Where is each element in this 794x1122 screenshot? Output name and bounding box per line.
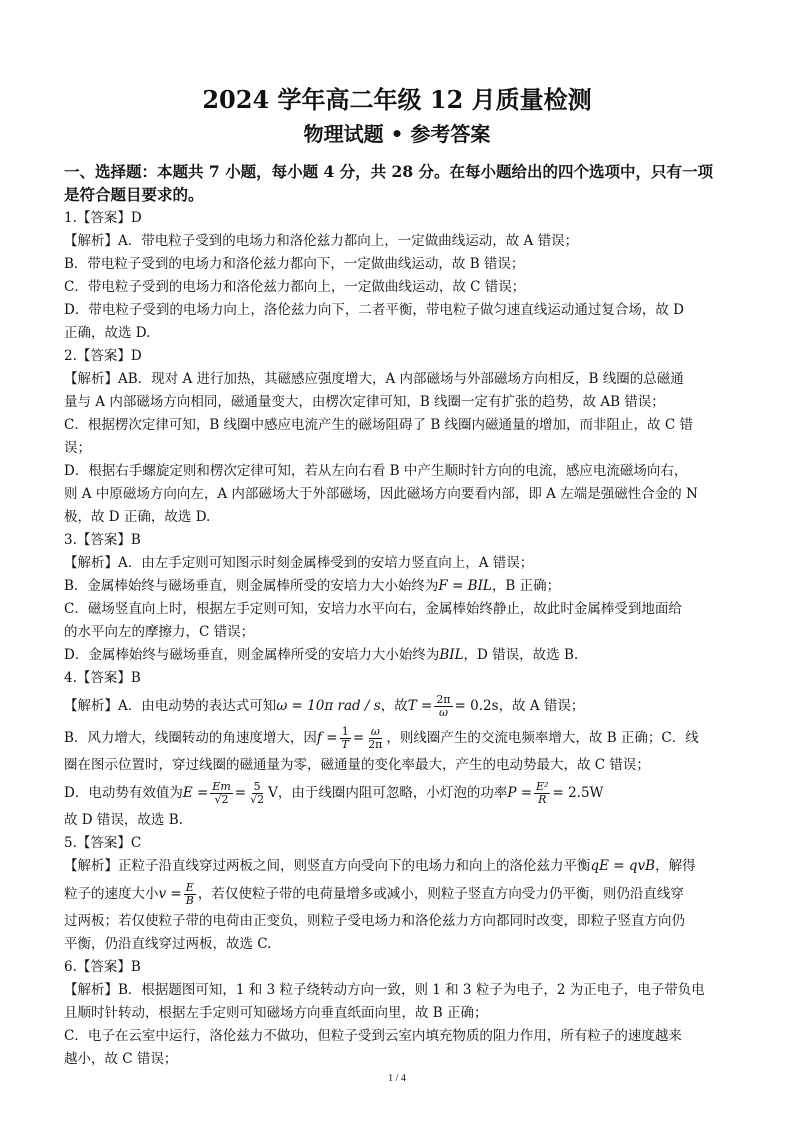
page-number: 1 / 4 bbox=[388, 1073, 406, 1084]
text-run: ，D 错误，故选 B. bbox=[463, 647, 579, 663]
fraction: $\frac{1}{T}$ bbox=[341, 725, 349, 751]
formula: = bbox=[352, 730, 365, 746]
page-subtitle: 物理试题 • 参考答案 bbox=[303, 122, 491, 146]
answer-content bbox=[64, 207, 732, 1071]
text-run: 【解析】正粒子沿直线穿过两板之间，则竖直方向受向下的电场力和向上的洛伦兹力平衡 bbox=[64, 858, 591, 874]
q4-explanation-line: 圈在图示位置时，穿过线圈的磁通量为零，磁通量的变化率最大，产生的电动势最大，故 C 错误； bbox=[64, 757, 650, 773]
q4-explanation-line bbox=[64, 777, 732, 809]
formula: BIL bbox=[439, 647, 464, 663]
q3-answer: 3.【答案】B bbox=[64, 532, 141, 548]
q3-explanation-line: 【解析】A．由左手定则可知图示时刻金属棒受到的安培力竖直向上，A 错误； bbox=[64, 555, 534, 571]
fraction: $\frac{Em}{√2}$ bbox=[212, 780, 231, 806]
text-run: D．金属棒始终与磁场垂直，则金属棒所受的安培力大小始终为 bbox=[64, 647, 440, 663]
q4-explanation-line: 故 D 错误，故选 B. bbox=[64, 812, 183, 828]
text-run: ，若仅使粒子带的电荷量增多或减小，则粒子竖直方向受力仍平衡，则仍沿直线穿 bbox=[197, 886, 684, 902]
q5-answer: 5.【答案】C bbox=[64, 835, 142, 851]
formula: T = bbox=[407, 698, 433, 714]
q2-explanation-line: 【解析】AB．现对 A 进行加热，其磁感应强度增大，A 内部磁场与外部磁场方向相反，B 线圈的总磁通 bbox=[64, 371, 684, 387]
formula: v = bbox=[158, 886, 182, 902]
formula: = 0.2s bbox=[454, 698, 499, 714]
q3-explanation-line bbox=[64, 575, 732, 598]
text-run: D．电动势有效值为 bbox=[64, 785, 183, 801]
q5-explanation-line: 过两板；若仅使粒子带的电荷由正变负，则粒子受电场力和洛伦兹力方向都同时改变，即粒子竖直方向仍 bbox=[64, 913, 685, 929]
q2-explanation-line: 则 A 中原磁场方向向左，A 内部磁场大于外部磁场，因此磁场方向要看内部，即 A 左端是强磁性合金的 N bbox=[64, 486, 698, 502]
q2-explanation-line: 误； bbox=[64, 440, 91, 456]
page-title: 2024 学年高二年级 12 月质量检测 bbox=[202, 85, 592, 114]
q6-explanation-line: C．电子在云室中运行，洛伦兹力不做功，但粒子受到云室内填充物质的阻力作用，所有粒子的速度越来 bbox=[64, 1028, 682, 1044]
formula: f = bbox=[316, 730, 338, 746]
q5-explanation-line bbox=[64, 878, 732, 910]
fraction: $\frac{\omega}{2\pi}$ bbox=[368, 725, 383, 751]
formula: = 2.5W bbox=[552, 785, 604, 801]
text-run: ，故 bbox=[380, 698, 408, 714]
q2-answer: 2.【答案】D bbox=[64, 348, 142, 364]
q1-explanation-line: D．带电粒子受到的电场力向上，洛伦兹力向下，二者平衡，带电粒子做匀速直线运动通过复合场，故 D bbox=[64, 302, 684, 318]
section-heading-line: 是符合题目要求的。 bbox=[64, 185, 204, 204]
text-run: ，则线圈产生的交流电频率增大，故 B 正确；C．线 bbox=[386, 730, 699, 746]
q3-explanation-line bbox=[64, 644, 732, 667]
text-run: B．金属棒始终与磁场垂直，则金属棒所受的安培力大小始终为 bbox=[64, 578, 439, 594]
q1-explanation-line: 正确，故选 D. bbox=[64, 325, 151, 341]
q6-explanation-line: 且顺时针转动，根据左手定则可知磁场方向垂直纸面向里，故 B 正确； bbox=[64, 1005, 488, 1021]
text-run: 【解析】A．由电动势的表达式可知 bbox=[64, 698, 277, 714]
q5-explanation-line bbox=[64, 855, 732, 878]
fraction: $\frac{5}{√2}$ bbox=[250, 780, 265, 806]
formula: ω = 10π rad / s bbox=[276, 698, 381, 714]
fraction: $\frac{\text{E²}}{R}$ bbox=[536, 780, 549, 806]
q2-explanation-line: 量与 A 内部磁场方向相同，磁通量变大，由楞次定律可知，B 线圈一定有扩张的趋势，故 AB 错误； bbox=[64, 394, 665, 410]
q1-explanation-line: C．带电粒子受到的电场力和洛伦兹力都向上，一定做曲线运动，故 C 错误； bbox=[64, 279, 526, 295]
q1-explanation-line: 【解析】A．带电粒子受到的电场力和洛伦兹力都向上，一定做曲线运动，故 A 错误； bbox=[64, 233, 579, 249]
text-run: ，由于线圈内阻可忽略，小灯泡的功率 bbox=[277, 785, 508, 801]
formula: V bbox=[268, 785, 278, 801]
text-run: ，故 A 错误； bbox=[498, 698, 585, 714]
text-run: ，解得 bbox=[655, 858, 696, 874]
formula: F = BIL bbox=[438, 578, 492, 594]
text-run: B．风力增大，线圈转动的角速度增大，因 bbox=[64, 730, 317, 746]
fraction: $\frac{E}{B}$ bbox=[185, 881, 194, 907]
formula: qE = qvB bbox=[590, 858, 656, 874]
formula: P = bbox=[507, 785, 533, 801]
q2-explanation-line: 极，故 D 正确，故选 D. bbox=[64, 509, 211, 525]
q1-explanation-line: B．带电粒子受到的电场力和洛伦兹力都向下，一定做曲线运动，故 B 错误； bbox=[64, 256, 525, 272]
text-run: ，B 正确； bbox=[491, 578, 561, 594]
formula: E = bbox=[182, 785, 209, 801]
q3-explanation-line: 的水平向左的摩擦力，C 错误； bbox=[64, 624, 255, 640]
q5-explanation-line: 平衡，仍沿直线穿过两板，故选 C. bbox=[64, 936, 272, 952]
formula: = bbox=[234, 785, 247, 801]
q2-explanation-line: C．根据楞次定律可知，B 线圈中感应电流产生的磁场阻碍了 B 线圈内磁通量的增加，而非阻止，故 C 错 bbox=[64, 417, 693, 433]
fraction: $\frac{2\pi}{\omega}$ bbox=[436, 693, 451, 719]
text-run: 粒子的速度大小 bbox=[64, 886, 159, 902]
q6-answer: 6.【答案】B bbox=[64, 959, 141, 975]
section-heading bbox=[64, 160, 732, 206]
q4-explanation-line bbox=[64, 690, 732, 722]
q4-explanation-line bbox=[64, 722, 732, 754]
q6-explanation-line: 【解析】B．根据题图可知，1 和 3 粒子绕转动方向一致，则 1 和 3 粒子为电子，2 为正电子，电子带负电 bbox=[64, 982, 705, 998]
q6-explanation-line: 越小，故 C 错误； bbox=[64, 1051, 178, 1067]
q1-answer: 1.【答案】D bbox=[64, 210, 142, 226]
q2-explanation-line: D．根据右手螺旋定则和楞次定律可知，若从左向右看 B 中产生顺时针方向的电流，感应电流磁场向右， bbox=[64, 463, 688, 479]
section-heading-line: 一、选择题：本题共 7 小题，每小题 4 分，共 28 分。在每小题给出的四个选项中，只有一项 bbox=[64, 162, 714, 181]
q4-answer: 4.【答案】B bbox=[64, 670, 141, 686]
q3-explanation-line: C．磁场竖直向上时，根据左手定则可知，安培力水平向右，金属棒始终静止，故此时金属棒受到地面给 bbox=[64, 601, 682, 617]
